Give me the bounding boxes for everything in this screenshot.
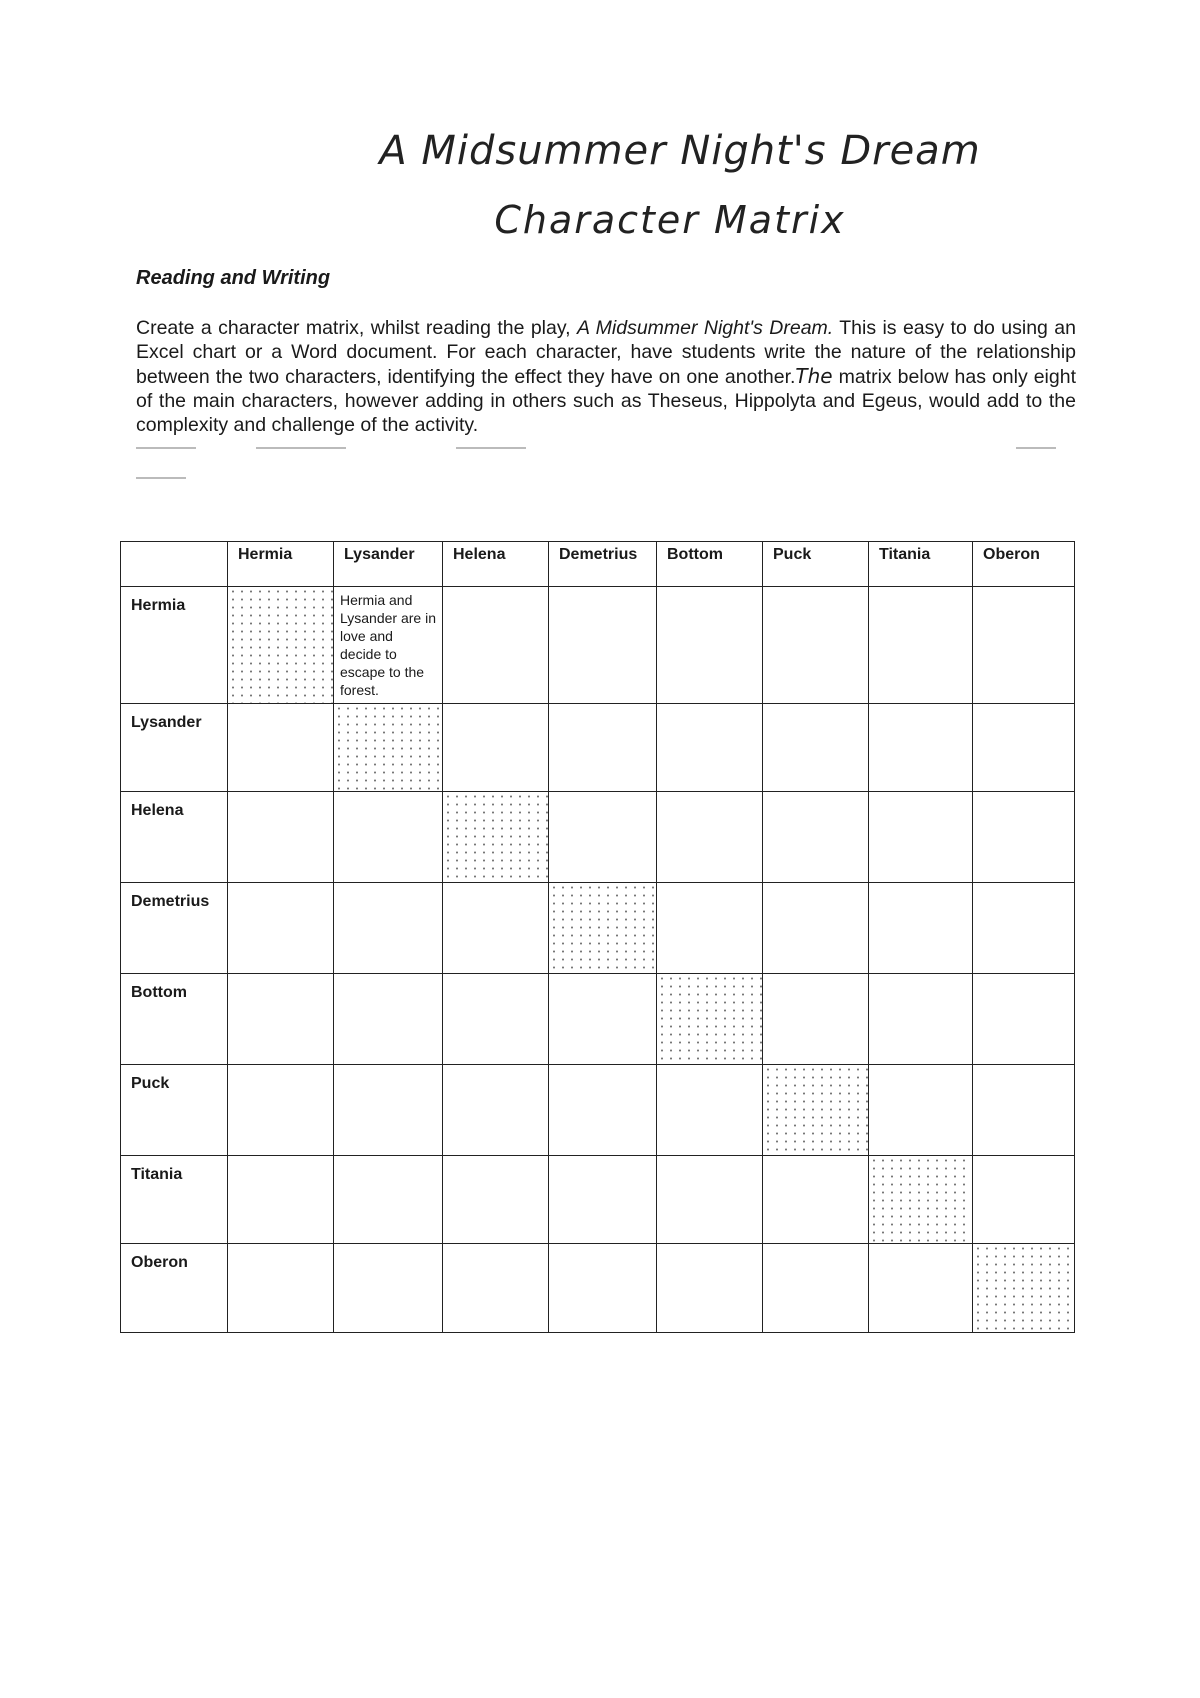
row-header-puck: Puck xyxy=(121,1065,228,1156)
matrix-row-oberon xyxy=(121,1244,1075,1333)
row-header-hermia: Hermia xyxy=(121,587,228,704)
matrix-cell-hermia-lysander: Hermia and Lysander are in love and decide to escape to the forest. xyxy=(334,587,443,704)
matrix-cell-puck-oberon xyxy=(973,1065,1075,1156)
matrix-cell-lysander-hermia xyxy=(228,704,334,792)
column-header-hermia: Hermia xyxy=(228,542,334,587)
matrix-cell-lysander-helena xyxy=(443,704,549,792)
matrix-cell-lysander-puck xyxy=(763,704,869,792)
matrix-cell-helena-lysander xyxy=(334,792,443,883)
matrix-row-helena xyxy=(121,792,1075,883)
matrix-diagonal-cell xyxy=(228,587,334,704)
column-header-oberon: Oberon xyxy=(973,542,1075,587)
matrix-cell-oberon-hermia xyxy=(228,1244,334,1333)
matrix-row-bottom xyxy=(121,974,1075,1065)
matrix-cell-titania-bottom xyxy=(657,1156,763,1244)
matrix-cell-hermia-helena xyxy=(443,587,549,704)
matrix-cell-puck-helena xyxy=(443,1065,549,1156)
matrix-diagonal-cell xyxy=(657,974,763,1065)
matrix-cell-titania-helena xyxy=(443,1156,549,1244)
matrix-cell-oberon-demetrius xyxy=(549,1244,657,1333)
character-matrix xyxy=(120,541,1075,1333)
matrix-cell-titania-demetrius xyxy=(549,1156,657,1244)
matrix-cell-lysander-oberon xyxy=(973,704,1075,792)
matrix-cell-hermia-titania xyxy=(869,587,973,704)
play-title: A Midsummer Night's Dream. xyxy=(576,317,834,339)
matrix-diagonal-cell xyxy=(334,704,443,792)
matrix-cell-demetrius-bottom xyxy=(657,883,763,974)
row-header-lysander: Lysander xyxy=(121,704,228,792)
matrix-cell-bottom-titania xyxy=(869,974,973,1065)
matrix-cell-bottom-oberon xyxy=(973,974,1075,1065)
matrix-diagonal-cell xyxy=(973,1244,1075,1333)
matrix-diagonal-cell xyxy=(443,792,549,883)
column-header-puck: Puck xyxy=(763,542,869,587)
matrix-cell-demetrius-hermia xyxy=(228,883,334,974)
matrix-cell-oberon-bottom xyxy=(657,1244,763,1333)
matrix-diagonal-cell xyxy=(763,1065,869,1156)
matrix-cell-helena-demetrius xyxy=(549,792,657,883)
matrix-row-puck xyxy=(121,1065,1075,1156)
matrix-cell-hermia-oberon xyxy=(973,587,1075,704)
matrix-cell-lysander-demetrius xyxy=(549,704,657,792)
matrix-cell-helena-oberon xyxy=(973,792,1075,883)
matrix-cell-demetrius-oberon xyxy=(973,883,1075,974)
matrix-cell-puck-hermia xyxy=(228,1065,334,1156)
matrix-cell-oberon-puck xyxy=(763,1244,869,1333)
section-heading: Reading and Writing xyxy=(136,267,331,289)
column-header-bottom: Bottom xyxy=(657,542,763,587)
matrix-cell-titania-hermia xyxy=(228,1156,334,1244)
matrix-cell-hermia-bottom xyxy=(657,587,763,704)
matrix-cell-puck-lysander xyxy=(334,1065,443,1156)
matrix-cell-titania-puck xyxy=(763,1156,869,1244)
column-header-helena: Helena xyxy=(443,542,549,587)
matrix-cell-bottom-helena xyxy=(443,974,549,1065)
matrix-diagonal-cell xyxy=(869,1156,973,1244)
matrix-cell-oberon-helena xyxy=(443,1244,549,1333)
matrix-cell-helena-puck xyxy=(763,792,869,883)
matrix-cell-demetrius-puck xyxy=(763,883,869,974)
matrix-row-demetrius xyxy=(121,883,1075,974)
matrix-cell-oberon-titania xyxy=(869,1244,973,1333)
column-header-titania: Titania xyxy=(869,542,973,587)
matrix-cell-demetrius-lysander xyxy=(334,883,443,974)
matrix-cell-oberon-lysander xyxy=(334,1244,443,1333)
page-title-line1: A Midsummer Night's Dream xyxy=(379,128,981,174)
instructions-paragraph xyxy=(136,316,1076,437)
matrix-cell-puck-demetrius xyxy=(549,1065,657,1156)
row-header-titania: Titania xyxy=(121,1156,228,1244)
matrix-cell-lysander-bottom xyxy=(657,704,763,792)
matrix-corner-cell xyxy=(121,542,228,587)
column-header-demetrius: Demetrius xyxy=(549,542,657,587)
matrix-cell-titania-oberon xyxy=(973,1156,1075,1244)
column-header-lysander: Lysander xyxy=(334,542,443,587)
matrix-cell-titania-lysander xyxy=(334,1156,443,1244)
matrix-cell-helena-hermia xyxy=(228,792,334,883)
matrix-cell-bottom-demetrius xyxy=(549,974,657,1065)
paragraph-part2: This is easy to do using an Excel chart or a Word document. For each character, have students write the nature of the relationship between the two characters, identifying the effect they have on one another. xyxy=(136,317,1076,388)
matrix-cell-demetrius-titania xyxy=(869,883,973,974)
row-header-oberon: Oberon xyxy=(121,1244,228,1333)
matrix-cell-hermia-puck xyxy=(763,587,869,704)
row-header-bottom: Bottom xyxy=(121,974,228,1065)
matrix-row-lysander xyxy=(121,704,1075,792)
matrix-diagonal-cell xyxy=(549,883,657,974)
faded-text-remnant xyxy=(136,443,1076,493)
handwritten-word: The xyxy=(795,364,833,388)
matrix-cell-helena-titania xyxy=(869,792,973,883)
paragraph-part3: matrix below has only eight of the main characters, however adding in others such as Theseus, Hippolyta and Egeus, would add to the complexity and challenge of the activity. xyxy=(136,366,1076,436)
matrix-cell-bottom-lysander xyxy=(334,974,443,1065)
matrix-row-hermia xyxy=(121,587,1075,704)
matrix-cell-bottom-hermia xyxy=(228,974,334,1065)
page-title-line2: Character Matrix xyxy=(494,198,846,242)
matrix-cell-lysander-titania xyxy=(869,704,973,792)
paragraph-part1: Create a character matrix, whilst reading the play, xyxy=(136,317,577,339)
matrix-cell-helena-bottom xyxy=(657,792,763,883)
row-header-demetrius: Demetrius xyxy=(121,883,228,974)
row-header-helena: Helena xyxy=(121,792,228,883)
matrix-cell-puck-titania xyxy=(869,1065,973,1156)
matrix-cell-bottom-puck xyxy=(763,974,869,1065)
matrix-cell-puck-bottom xyxy=(657,1065,763,1156)
matrix-cell-hermia-demetrius xyxy=(549,587,657,704)
matrix-row-titania xyxy=(121,1156,1075,1244)
matrix-cell-demetrius-helena xyxy=(443,883,549,974)
